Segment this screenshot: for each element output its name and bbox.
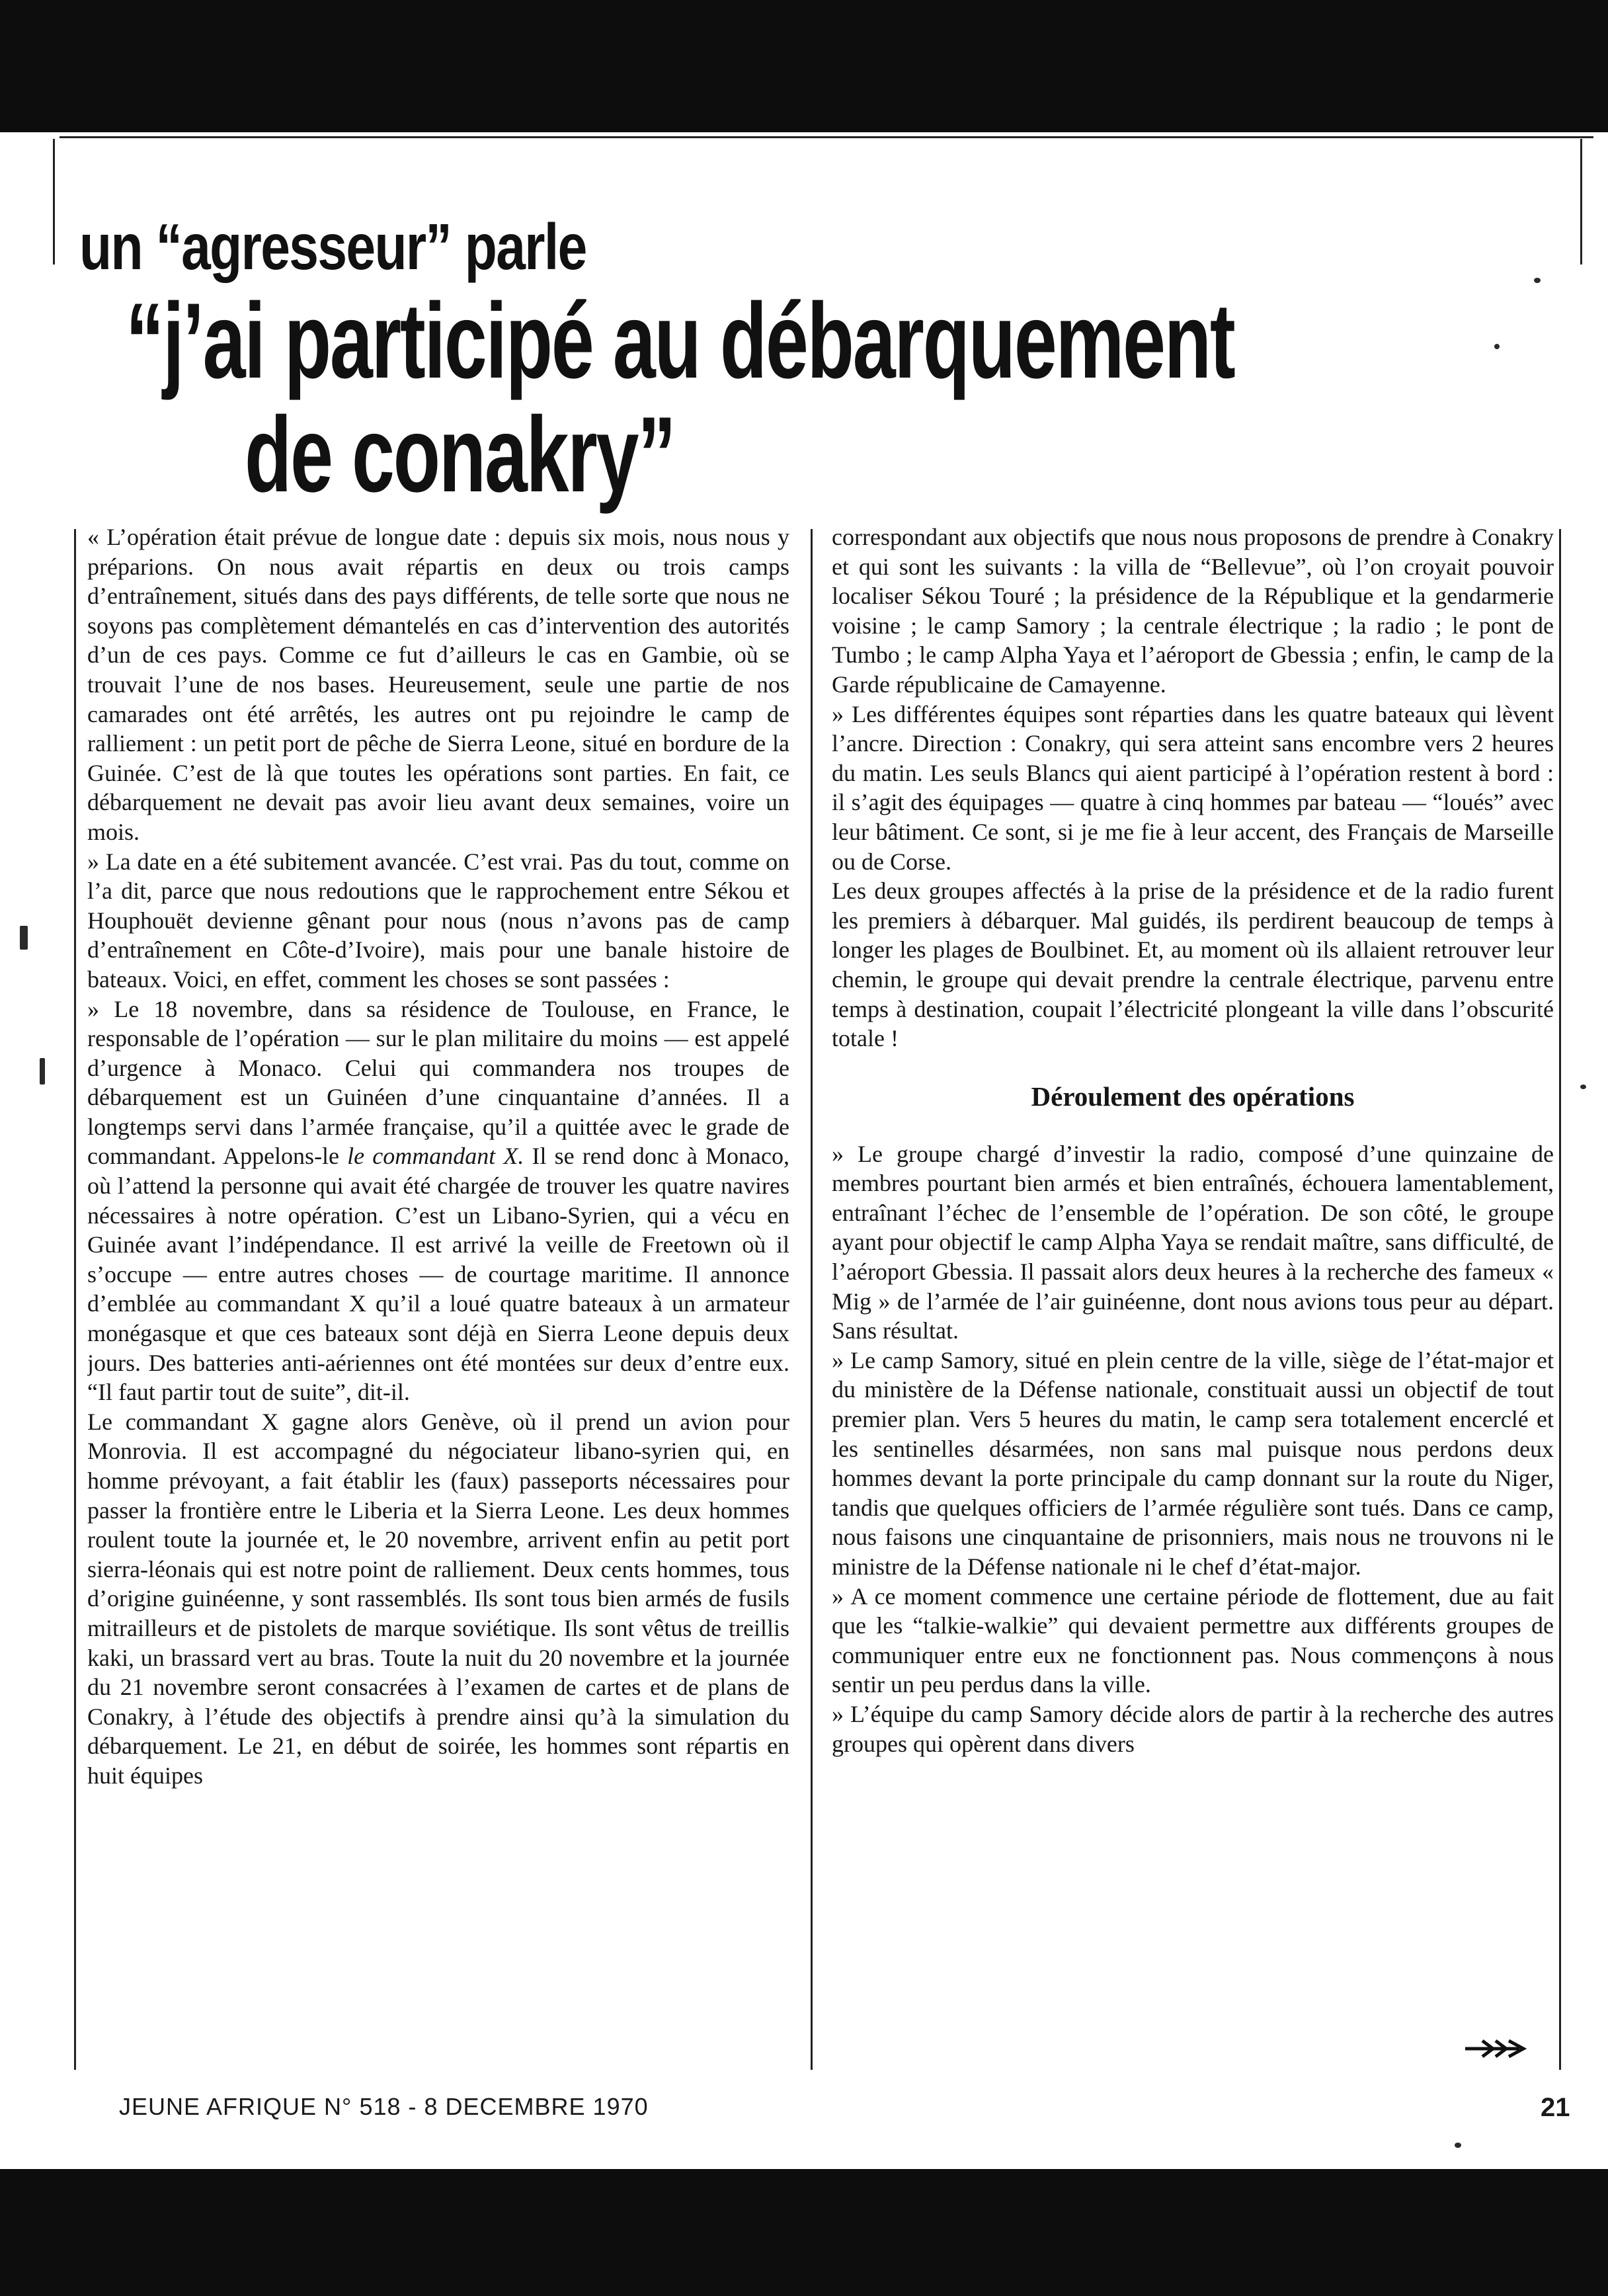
scan-speck	[1494, 344, 1500, 349]
scan-speck	[40, 1058, 45, 1085]
right-column-rule	[1559, 529, 1561, 2070]
top-frame-rule	[60, 136, 1593, 138]
paragraph-text: » Le 18 novembre, dans sa résidence de Toulouse, en France, le responsable de l’opération — sur le plan militaire du moins — est appelé d’urgence à Monaco. Celui qui commandera nos troupes de débarquement est un Guinéen d’une cinquantaine d’années. Il a longtemps servi dans l’armée française, qu’il a quittée avec le grade de commandant. Appelons-le	[87, 995, 789, 1170]
paragraph-text: Il se rend donc à Monaco, où l’attend la personne qui avait été chargée de trouver les quatre navires nécessaires à notre opération. C’est un Libano-Syrien, qui a vécu en Guinée avant l’indépendance. Il est arrivé la veille de Freetown où il s’occupe — entre autres choses — de courtage maritime. Il annonce d’emblée au commandant X qu’il a loué quatre bateaux à un armateur monégasque et que ces bateaux sont déjà en Sierra Leone depuis deux jours. Des batteries anti-aériennes ont été montées sur deux d’entre eux. “Il faut partir tout de suite”, dit-il.	[87, 1143, 789, 1406]
page-number: 21	[1541, 2093, 1570, 2122]
continued-arrow-icon	[1463, 2035, 1529, 2062]
paragraph	[87, 995, 789, 1407]
title-line-2: de conakry”	[245, 395, 675, 514]
paragraph: Les deux groupes affectés à la prise de la présidence et de la radio furent les premiers à débarquer. Mal guidés, ils perdirent beaucoup de temps à longer les plages de Boulbinet. Et, au moment où ils allaient retrouver leur chemin, le groupe qui devait prendre la centrale électrique, parvenu entre temps à destination, coupait l’électricité plongeant la ville dans l’obscurité totale !	[832, 878, 1554, 1052]
column-divider	[811, 529, 813, 2070]
article-kicker: un “agresseur” parle	[79, 210, 586, 283]
paragraph: » Le camp Samory, situé en plein centre de la ville, siège de l’état-major et du ministère de la Défense nationale, constituait aussi un objectif de tout premier plan. Vers 5 heures du matin, le camp sera totalement encerclé et les sentinelles désarmées, non sans mal puisque nous perdons deux hommes devant la porte principale du camp donnant sur la route du Niger, tandis que quelques officiers de l’armée régulière sont tués. Dans ce camp, nous faisons une cinquantaine de prisonniers, mais nous ne trouvons ni le ministre de la Défense nationale ni le chef d’état-major.	[832, 1346, 1554, 1580]
italic-alias: le commandant X.	[347, 1143, 524, 1170]
right-frame-rule	[1580, 139, 1582, 265]
article-title	[126, 281, 1268, 514]
scan-border-top	[0, 0, 1608, 132]
paragraph: Le commandant X gagne alors Genève, où il prend un avion pour Monrovia. Il est accompagné du négociateur libano-syrien qui, en homme prévoyant, a fait établir les (faux) passeports nécessaires pour passer la frontière entre le Liberia et la Sierra Leone. Les deux hommes roulent toute la journée et, le 20 novembre, arrivent enfin au petit port sierra-léonais qui est notre point de ralliement. Deux cents hommes, tous d’origine guinéenne, y sont rassemblés. Ils sont tous bien armés de fusils mitrailleurs et de pistolets de marque soviétique. Ils sont vêtus de treillis kaki, un brassard vert au bras. Toute la nuit du 20 novembre et la journée du 21 novembre seront consacrées à l’examen de cartes et de plans de Conakry, à l’étude des objectifs à prendre ainsi qu’à la simulation du débarquement. Le 21, en début de soirée, les hommes sont répartis en huit équipes	[87, 1408, 789, 1789]
title-line-1: “j’ai participé au débarquement	[126, 281, 1234, 401]
left-column-rule	[74, 529, 76, 2070]
scan-speck	[20, 926, 28, 950]
left-column	[87, 522, 789, 2110]
scan-border-bottom	[0, 2169, 1608, 2296]
scan-speck	[1534, 278, 1541, 283]
left-frame-rule	[53, 139, 55, 265]
paragraph: » Les différentes équipes sont réparties dans les quatre bateaux qui lèvent l’ancre. Direction : Conakry, qui sera atteint sans encombre vers 2 heures du matin. Les seuls Blancs qui aient participé à l’opération restent à bord : il s’agit des équipages — quatre à cinq hommes par bateau — “loués” avec leur bâtiment. Ce sont, si je me fie à leur accent, des Français de Marseille ou de Corse.	[832, 700, 1554, 875]
paragraph: » L’équipe du camp Samory décide alors de partir à la recherche des autres groupes qui opèrent dans divers	[832, 1700, 1554, 1757]
scan-speck	[1580, 1085, 1586, 1089]
section-subheading: Déroulement des opérations	[1031, 1081, 1355, 1112]
right-column	[832, 522, 1554, 2110]
scan-speck	[1455, 2143, 1461, 2148]
paragraph: « L’opération était prévue de longue date : depuis six mois, nous nous y préparions. On nous avait répartis en deux ou trois camps d’entraînement, situés dans des pays différents, de telle sorte que nous ne soyons pas complètement démantelés en cas d’intervention des autorités d’un de ces pays. Comme ce fut d’ailleurs le cas en Gambie, où se trouvait l’une de nos bases. Heureusement, seule une partie de nos camarades ont été arrêtés, les autres ont pu rejoindre le camp de ralliement : un petit port de pêche de Sierra Leone, situé en bordure de la Guinée. C’est de là que toutes les opérations sont parties. En fait, ce débarquement ne devait pas avoir lieu avant deux semaines, voire un mois.	[87, 524, 789, 845]
paragraph: » Le groupe chargé d’investir la radio, composé d’une quinzaine de membres pourtant bien armés et bien entraînés, échouera lamentablement, entraînant l’échec de l’ensemble de l’opération. De son côté, le groupe ayant pour objectif le camp Alpha Yaya se rendait maître, sans difficulté, de l’aéroport Gbessia. Il passait alors deux heures à la recherche des fameux « Mig » de l’armée de l’air guinéenne, dont nous avions tous peur au départ. Sans résultat.	[832, 1140, 1554, 1344]
publication-footer: JEUNE AFRIQUE N° 518 - 8 DECEMBRE 1970	[119, 2093, 649, 2120]
paragraph: » La date en a été subitement avancée. C’est vrai. Pas du tout, comme on l’a dit, parce que nous redoutions que le rapprochement entre Sékou et Houphouët devienne gênant pour nous (nous n’avons pas de camp d’entraînement en Côte-d’Ivoire), mais pour une banale histoire de bateaux. Voici, en effet, comment les choses se sont passées :	[87, 848, 789, 993]
paragraph: correspondant aux objectifs que nous nous proposons de prendre à Conakry et qui sont les suivants : la villa de “Bellevue”, où l’on croyait pouvoir localiser Sékou Touré ; la présidence de la République et la gendarmerie voisine ; le camp Samory ; la centrale électrique ; la radio ; le pont de Tumbo ; le camp Alpha Yaya et l’aéroport de Gbessia ; enfin, le camp de la Garde républicaine de Camayenne.	[832, 524, 1554, 698]
paragraph: » A ce moment commence une certaine période de flottement, due au fait que les “talkie-walkie” qui devaient permettre aux différents groupes de communiquer entre eux ne fonctionnent pas. Nous commençons à nous sentir un peu perdus dans la ville.	[832, 1582, 1554, 1698]
